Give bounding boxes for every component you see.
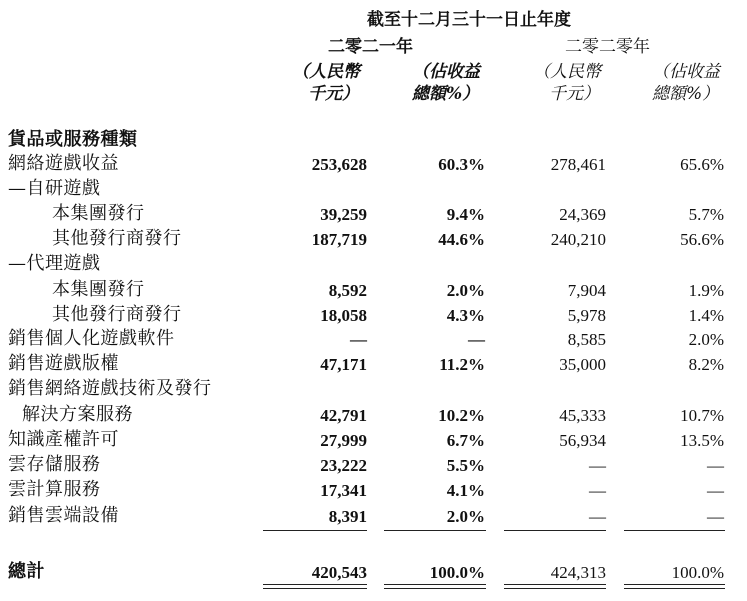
total-double-rule	[504, 584, 606, 589]
pct-2020: 10.7%	[680, 406, 724, 425]
value-2021: 253,628	[311, 155, 367, 174]
pct-2021: 6.7%	[446, 431, 485, 450]
row-label: 知識產權許可	[8, 429, 119, 450]
pct-2021: 2.0%	[446, 507, 485, 526]
value-2020: 240,210	[550, 230, 606, 249]
pct-2020: 8.2%	[688, 355, 724, 374]
total-pct-2020: 100.0%	[671, 563, 724, 582]
value-2021: 47,171	[320, 355, 367, 374]
value-2020: 278,461	[550, 155, 606, 174]
pct-2020: 65.6%	[680, 155, 724, 174]
pct-2020: 1.9%	[688, 281, 724, 300]
row-label: 銷售雲端設備	[8, 505, 119, 526]
value-2020: —	[589, 507, 606, 526]
pct-2021: 9.4%	[446, 205, 485, 224]
total-value-2020: 424,313	[550, 563, 606, 582]
section-title: 貨品或服務種類	[8, 129, 138, 150]
subtotal-rule	[384, 530, 486, 531]
pct-2020: 56.6%	[680, 230, 724, 249]
unit-2020-line2: 千元）	[549, 84, 600, 104]
value-2020: 56,934	[559, 431, 606, 450]
pct-2021: 2.0%	[446, 281, 485, 300]
value-2021: 8,592	[328, 281, 367, 300]
row-label: 銷售遊戲版權	[8, 353, 119, 374]
value-2020: 35,000	[559, 355, 606, 374]
pct-2021-line2: 總額%）	[412, 84, 480, 104]
value-2021: 23,222	[320, 456, 367, 475]
pct-2020: 13.5%	[680, 431, 724, 450]
total-double-rule	[624, 584, 725, 589]
pct-2020: 5.7%	[688, 205, 724, 224]
unit-2020-line1: （人民幣	[533, 62, 601, 82]
pct-2020-line2: 總額%）	[652, 84, 720, 104]
total-label: 總計	[8, 561, 45, 582]
pct-2021: —	[468, 330, 485, 349]
pct-2021: 44.6%	[438, 230, 485, 249]
pct-2021: 4.1%	[446, 481, 485, 500]
value-2021: 27,999	[320, 431, 367, 450]
row-label: 銷售個人化遊戲軟件	[8, 328, 175, 349]
value-2021: 187,719	[311, 230, 367, 249]
value-2020: 24,369	[559, 205, 606, 224]
year-2020-heading: 二零二零年	[565, 37, 650, 57]
row-label: 雲存儲服務	[8, 454, 101, 475]
total-value-2021: 420,543	[311, 563, 367, 582]
subtotal-rule	[504, 530, 606, 531]
total-pct-2021: 100.0%	[429, 563, 485, 582]
value-2020: —	[589, 456, 606, 475]
pct-2021: 60.3%	[438, 155, 485, 174]
subtotal-rule	[624, 530, 725, 531]
pct-2020: 2.0%	[688, 330, 724, 349]
value-2020: 8,585	[567, 330, 606, 349]
pct-2021: 11.2%	[439, 355, 485, 374]
unit-2021-line1: （人民幣	[292, 62, 360, 82]
row-label: 其他發行商發行	[52, 304, 182, 325]
period-heading: 截至十二月三十一日止年度	[367, 10, 571, 30]
row-label: 解決方案服務	[22, 404, 133, 425]
value-2021: 18,058	[320, 306, 367, 325]
pct-2020-line1: （佔收益	[652, 62, 720, 82]
pct-2020: —	[707, 456, 724, 475]
pct-2020: —	[707, 481, 724, 500]
value-2020: —	[589, 481, 606, 500]
value-2020: 5,978	[567, 306, 606, 325]
subtotal-rule	[263, 530, 367, 531]
row-label: 雲計算服務	[8, 479, 101, 500]
total-double-rule	[384, 584, 486, 589]
pct-2021: 10.2%	[438, 406, 485, 425]
total-double-rule	[263, 584, 367, 589]
row-label: 本集團發行	[52, 203, 145, 224]
row-label: —代理遊戲	[8, 253, 101, 274]
pct-2021: 4.3%	[446, 306, 485, 325]
row-label: —自研遊戲	[8, 178, 101, 199]
value-2021: 42,791	[320, 406, 367, 425]
row-label: 其他發行商發行	[52, 228, 182, 249]
value-2020: 7,904	[567, 281, 606, 300]
pct-2021: 5.5%	[446, 456, 485, 475]
value-2021: 39,259	[320, 205, 367, 224]
value-2020: 45,333	[559, 406, 606, 425]
row-label: 銷售網絡遊戲技術及發行	[8, 378, 212, 399]
row-label: 網絡遊戲收益	[8, 153, 119, 174]
year-2021-heading: 二零二一年	[328, 37, 413, 57]
value-2021: —	[350, 330, 367, 349]
pct-2020: 1.4%	[688, 306, 724, 325]
pct-2020: —	[707, 507, 724, 526]
value-2021: 8,391	[328, 507, 367, 526]
pct-2021-line1: （佔收益	[412, 62, 480, 82]
row-label: 本集團發行	[52, 279, 145, 300]
value-2021: 17,341	[320, 481, 367, 500]
unit-2021-line2: 千元）	[308, 84, 359, 104]
